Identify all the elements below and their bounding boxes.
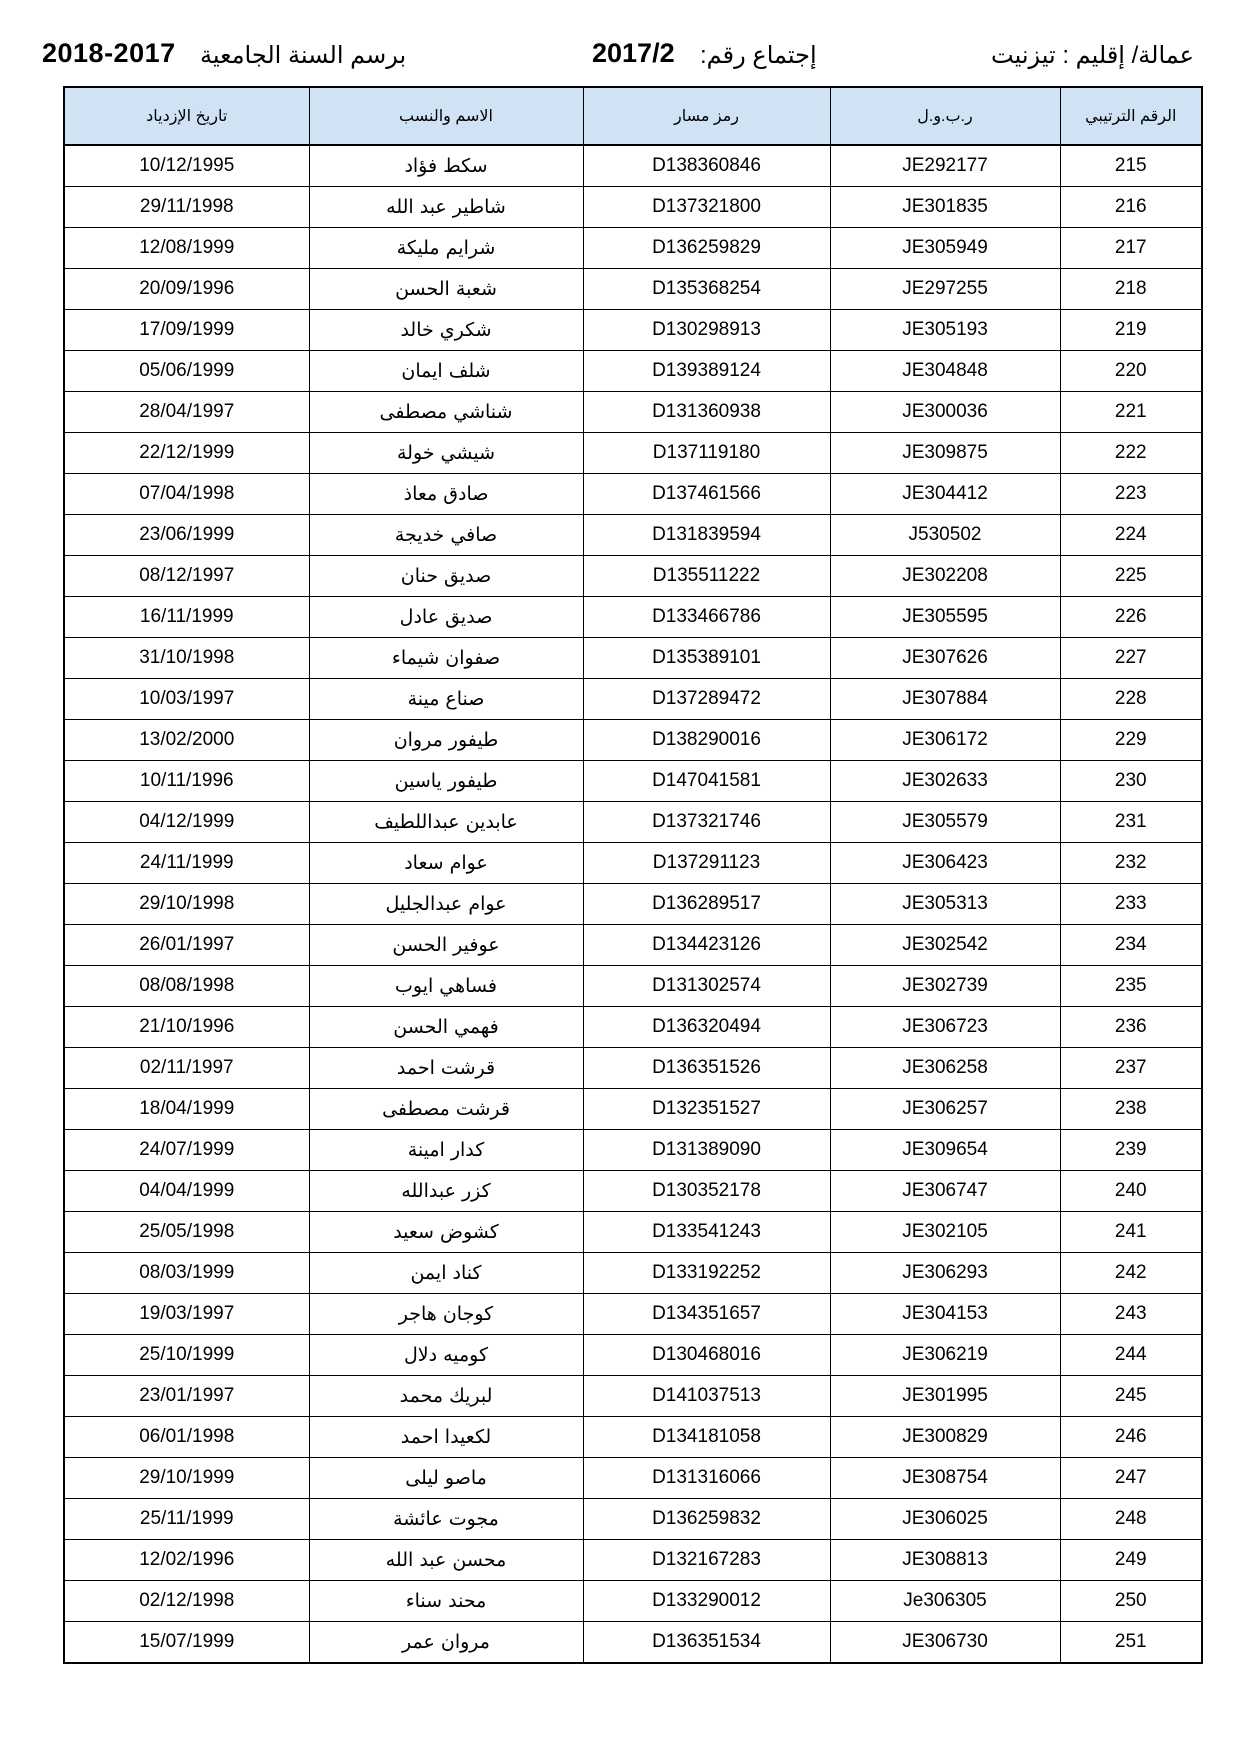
cell-full-name: شرايم مليكة xyxy=(309,228,583,269)
cell-serial-number: 239 xyxy=(1060,1130,1202,1171)
cell-massar-code: D137321800 xyxy=(583,187,830,228)
cell-serial-number: 234 xyxy=(1060,925,1202,966)
cell-cin: JE308813 xyxy=(830,1540,1060,1581)
cell-full-name: صفوان شيماء xyxy=(309,638,583,679)
cell-serial-number: 251 xyxy=(1060,1622,1202,1664)
cell-full-name: سكط فؤاد xyxy=(309,145,583,187)
table-row xyxy=(64,597,1202,638)
cell-massar-code: D147041581 xyxy=(583,761,830,802)
cell-massar-code: D137119180 xyxy=(583,433,830,474)
cell-cin: JE300829 xyxy=(830,1417,1060,1458)
cell-birth-date: 15/07/1999 xyxy=(64,1622,309,1664)
cell-serial-number: 244 xyxy=(1060,1335,1202,1376)
cell-serial-number: 242 xyxy=(1060,1253,1202,1294)
cell-full-name: محسن عبد الله xyxy=(309,1540,583,1581)
table-row xyxy=(64,720,1202,761)
cell-cin: JE306258 xyxy=(830,1048,1060,1089)
table-row xyxy=(64,187,1202,228)
table-row xyxy=(64,966,1202,1007)
cell-birth-date: 07/04/1998 xyxy=(64,474,309,515)
cell-serial-number: 223 xyxy=(1060,474,1202,515)
cell-full-name: شعبة الحسن xyxy=(309,269,583,310)
cell-massar-code: D131839594 xyxy=(583,515,830,556)
cell-serial-number: 249 xyxy=(1060,1540,1202,1581)
cell-massar-code: D135368254 xyxy=(583,269,830,310)
meeting-label: إجتماع رقم: xyxy=(700,42,817,69)
table-row xyxy=(64,1212,1202,1253)
cell-massar-code: D130352178 xyxy=(583,1171,830,1212)
table-row xyxy=(64,556,1202,597)
cell-cin: JE302208 xyxy=(830,556,1060,597)
table-row xyxy=(64,802,1202,843)
cell-massar-code: D136320494 xyxy=(583,1007,830,1048)
cell-full-name: صديق عادل xyxy=(309,597,583,638)
cell-birth-date: 23/01/1997 xyxy=(64,1376,309,1417)
cell-massar-code: D131360938 xyxy=(583,392,830,433)
table-row xyxy=(64,1622,1202,1664)
cell-full-name: كشوض سعيد xyxy=(309,1212,583,1253)
cell-cin: JE307884 xyxy=(830,679,1060,720)
cell-birth-date: 21/10/1996 xyxy=(64,1007,309,1048)
cell-massar-code: D141037513 xyxy=(583,1376,830,1417)
cell-serial-number: 221 xyxy=(1060,392,1202,433)
cell-birth-date: 04/12/1999 xyxy=(64,802,309,843)
cell-birth-date: 29/10/1998 xyxy=(64,884,309,925)
cell-birth-date: 25/11/1999 xyxy=(64,1499,309,1540)
cell-massar-code: D131316066 xyxy=(583,1458,830,1499)
cell-full-name: فهمي الحسن xyxy=(309,1007,583,1048)
cell-cin: JE306219 xyxy=(830,1335,1060,1376)
table-row xyxy=(64,269,1202,310)
cell-cin: JE297255 xyxy=(830,269,1060,310)
cell-birth-date: 26/01/1997 xyxy=(64,925,309,966)
table-row xyxy=(64,1540,1202,1581)
cell-serial-number: 219 xyxy=(1060,310,1202,351)
cell-full-name: لكعيدا احمد xyxy=(309,1417,583,1458)
cell-cin: JE309654 xyxy=(830,1130,1060,1171)
cell-serial-number: 233 xyxy=(1060,884,1202,925)
cell-cin: JE305595 xyxy=(830,597,1060,638)
table-row xyxy=(64,145,1202,187)
cell-cin: JE308754 xyxy=(830,1458,1060,1499)
cell-massar-code: D133290012 xyxy=(583,1581,830,1622)
table-row xyxy=(64,884,1202,925)
table-row xyxy=(64,638,1202,679)
cell-birth-date: 10/03/1997 xyxy=(64,679,309,720)
cell-cin: JE305579 xyxy=(830,802,1060,843)
cell-cin: JE304153 xyxy=(830,1294,1060,1335)
column-header-cin: ر.ب.و.ل xyxy=(830,87,1060,145)
cell-full-name: قرشت احمد xyxy=(309,1048,583,1089)
cell-cin: Je306305 xyxy=(830,1581,1060,1622)
table-row xyxy=(64,392,1202,433)
cell-massar-code: D131302574 xyxy=(583,966,830,1007)
cell-cin: JE306423 xyxy=(830,843,1060,884)
cell-serial-number: 216 xyxy=(1060,187,1202,228)
cell-cin: JE306172 xyxy=(830,720,1060,761)
cell-serial-number: 248 xyxy=(1060,1499,1202,1540)
table-row xyxy=(64,1089,1202,1130)
table-row xyxy=(64,1171,1202,1212)
cell-full-name: صادق معاذ xyxy=(309,474,583,515)
cell-massar-code: D136259829 xyxy=(583,228,830,269)
table-row xyxy=(64,1007,1202,1048)
cell-cin: JE301835 xyxy=(830,187,1060,228)
table-row xyxy=(64,1581,1202,1622)
cell-massar-code: D134181058 xyxy=(583,1417,830,1458)
cell-full-name: قرشت مصطفى xyxy=(309,1089,583,1130)
cell-serial-number: 227 xyxy=(1060,638,1202,679)
table-row xyxy=(64,925,1202,966)
cell-birth-date: 19/03/1997 xyxy=(64,1294,309,1335)
cell-massar-code: D135389101 xyxy=(583,638,830,679)
cell-full-name: كوميه دلال xyxy=(309,1335,583,1376)
cell-serial-number: 222 xyxy=(1060,433,1202,474)
cell-full-name: ماصو ليلى xyxy=(309,1458,583,1499)
cell-massar-code: D133541243 xyxy=(583,1212,830,1253)
cell-serial-number: 241 xyxy=(1060,1212,1202,1253)
cell-birth-date: 02/11/1997 xyxy=(64,1048,309,1089)
table-row xyxy=(64,1294,1202,1335)
cell-cin: JE301995 xyxy=(830,1376,1060,1417)
cell-massar-code: D136351526 xyxy=(583,1048,830,1089)
cell-full-name: شيشي خولة xyxy=(309,433,583,474)
cell-serial-number: 243 xyxy=(1060,1294,1202,1335)
cell-full-name: شكري خالد xyxy=(309,310,583,351)
cell-full-name: صديق حنان xyxy=(309,556,583,597)
cell-massar-code: D136351534 xyxy=(583,1622,830,1664)
table-header-row xyxy=(64,87,1202,145)
cell-cin: JE307626 xyxy=(830,638,1060,679)
cell-full-name: صافي خديجة xyxy=(309,515,583,556)
cell-serial-number: 226 xyxy=(1060,597,1202,638)
table-row xyxy=(64,1335,1202,1376)
cell-full-name: مروان عمر xyxy=(309,1622,583,1664)
cell-birth-date: 10/12/1995 xyxy=(64,145,309,187)
document-header xyxy=(0,38,1240,78)
cell-cin: JE306730 xyxy=(830,1622,1060,1664)
cell-cin: JE306723 xyxy=(830,1007,1060,1048)
cell-serial-number: 246 xyxy=(1060,1417,1202,1458)
cell-birth-date: 22/12/1999 xyxy=(64,433,309,474)
cell-cin: JE306293 xyxy=(830,1253,1060,1294)
cell-serial-number: 240 xyxy=(1060,1171,1202,1212)
table-row xyxy=(64,1130,1202,1171)
cell-birth-date: 13/02/2000 xyxy=(64,720,309,761)
cell-cin: JE304412 xyxy=(830,474,1060,515)
cell-birth-date: 10/11/1996 xyxy=(64,761,309,802)
cell-full-name: لبريك محمد xyxy=(309,1376,583,1417)
cell-birth-date: 08/08/1998 xyxy=(64,966,309,1007)
cell-full-name: مجوت عائشة xyxy=(309,1499,583,1540)
cell-birth-date: 12/08/1999 xyxy=(64,228,309,269)
cell-full-name: فساهي ايوب xyxy=(309,966,583,1007)
cell-full-name: طيفور مروان xyxy=(309,720,583,761)
academic-year-label: برسم السنة الجامعية xyxy=(200,42,407,69)
cell-full-name: كناد ايمن xyxy=(309,1253,583,1294)
cell-massar-code: D136259832 xyxy=(583,1499,830,1540)
cell-cin: JE305949 xyxy=(830,228,1060,269)
cell-serial-number: 225 xyxy=(1060,556,1202,597)
cell-serial-number: 231 xyxy=(1060,802,1202,843)
cell-birth-date: 29/10/1999 xyxy=(64,1458,309,1499)
cell-massar-code: D137461566 xyxy=(583,474,830,515)
cell-full-name: عابدين عبداللطيف xyxy=(309,802,583,843)
cell-cin: JE302633 xyxy=(830,761,1060,802)
cell-massar-code: D130468016 xyxy=(583,1335,830,1376)
cell-massar-code: D136289517 xyxy=(583,884,830,925)
table-row xyxy=(64,1253,1202,1294)
table-row xyxy=(64,515,1202,556)
cell-birth-date: 23/06/1999 xyxy=(64,515,309,556)
cell-full-name: كدار امينة xyxy=(309,1130,583,1171)
cell-cin: JE305313 xyxy=(830,884,1060,925)
cell-birth-date: 24/07/1999 xyxy=(64,1130,309,1171)
table-row xyxy=(64,1048,1202,1089)
cell-massar-code: D133466786 xyxy=(583,597,830,638)
academic-year: 2018-2017 xyxy=(42,38,176,68)
cell-massar-code: D137289472 xyxy=(583,679,830,720)
cell-birth-date: 06/01/1998 xyxy=(64,1417,309,1458)
cell-birth-date: 08/12/1997 xyxy=(64,556,309,597)
cell-serial-number: 237 xyxy=(1060,1048,1202,1089)
cell-massar-code: D132167283 xyxy=(583,1540,830,1581)
cell-full-name: كزر عبدالله xyxy=(309,1171,583,1212)
cell-serial-number: 224 xyxy=(1060,515,1202,556)
cell-massar-code: D132351527 xyxy=(583,1089,830,1130)
cell-full-name: شناشي مصطفى xyxy=(309,392,583,433)
column-header-massar-code: رمز مسار xyxy=(583,87,830,145)
cell-cin: J530502 xyxy=(830,515,1060,556)
cell-birth-date: 25/05/1998 xyxy=(64,1212,309,1253)
column-header-serial-number: الرقم الترتيبي xyxy=(1060,87,1202,145)
cell-birth-date: 18/04/1999 xyxy=(64,1089,309,1130)
cell-massar-code: D134423126 xyxy=(583,925,830,966)
table-row xyxy=(64,761,1202,802)
cell-birth-date: 05/06/1999 xyxy=(64,351,309,392)
table-row xyxy=(64,679,1202,720)
cell-cin: JE304848 xyxy=(830,351,1060,392)
table-row xyxy=(64,310,1202,351)
cell-full-name: كوجان هاجر xyxy=(309,1294,583,1335)
table-row xyxy=(64,474,1202,515)
cell-cin: JE300036 xyxy=(830,392,1060,433)
table-row xyxy=(64,1458,1202,1499)
cell-birth-date: 08/03/1999 xyxy=(64,1253,309,1294)
table-row xyxy=(64,351,1202,392)
cell-birth-date: 29/11/1998 xyxy=(64,187,309,228)
cell-birth-date: 24/11/1999 xyxy=(64,843,309,884)
cell-massar-code: D135511222 xyxy=(583,556,830,597)
table-row xyxy=(64,433,1202,474)
cell-massar-code: D137291123 xyxy=(583,843,830,884)
cell-serial-number: 250 xyxy=(1060,1581,1202,1622)
column-header-birth-date: تاريخ الإزدياد xyxy=(64,87,309,145)
cell-birth-date: 02/12/1998 xyxy=(64,1581,309,1622)
cell-massar-code: D138290016 xyxy=(583,720,830,761)
cell-cin: JE302739 xyxy=(830,966,1060,1007)
province-label: عمالة/ إقليم : تيزنيت xyxy=(991,42,1194,69)
column-header-full-name: الاسم والنسب xyxy=(309,87,583,145)
cell-cin: JE306025 xyxy=(830,1499,1060,1540)
cell-serial-number: 238 xyxy=(1060,1089,1202,1130)
meeting-number: 2017/2 xyxy=(592,38,675,68)
table-row xyxy=(64,1499,1202,1540)
cell-cin: JE292177 xyxy=(830,145,1060,187)
cell-full-name: شلف ايمان xyxy=(309,351,583,392)
cell-full-name: عوام عبدالجليل xyxy=(309,884,583,925)
cell-massar-code: D138360846 xyxy=(583,145,830,187)
cell-serial-number: 215 xyxy=(1060,145,1202,187)
cell-cin: JE306747 xyxy=(830,1171,1060,1212)
table-row xyxy=(64,843,1202,884)
cell-serial-number: 235 xyxy=(1060,966,1202,1007)
cell-serial-number: 247 xyxy=(1060,1458,1202,1499)
cell-serial-number: 230 xyxy=(1060,761,1202,802)
cell-birth-date: 20/09/1996 xyxy=(64,269,309,310)
cell-birth-date: 17/09/1999 xyxy=(64,310,309,351)
cell-cin: JE305193 xyxy=(830,310,1060,351)
cell-birth-date: 12/02/1996 xyxy=(64,1540,309,1581)
cell-birth-date: 25/10/1999 xyxy=(64,1335,309,1376)
cell-serial-number: 236 xyxy=(1060,1007,1202,1048)
cell-full-name: شاطير عبد الله xyxy=(309,187,583,228)
cell-full-name: طيفور ياسين xyxy=(309,761,583,802)
cell-serial-number: 217 xyxy=(1060,228,1202,269)
cell-massar-code: D131389090 xyxy=(583,1130,830,1171)
cell-cin: JE302105 xyxy=(830,1212,1060,1253)
table-row xyxy=(64,1376,1202,1417)
cell-serial-number: 220 xyxy=(1060,351,1202,392)
cell-birth-date: 28/04/1997 xyxy=(64,392,309,433)
cell-serial-number: 245 xyxy=(1060,1376,1202,1417)
cell-full-name: محند سناء xyxy=(309,1581,583,1622)
cell-cin: JE309875 xyxy=(830,433,1060,474)
cell-full-name: عوفير الحسن xyxy=(309,925,583,966)
cell-birth-date: 31/10/1998 xyxy=(64,638,309,679)
cell-birth-date: 04/04/1999 xyxy=(64,1171,309,1212)
cell-cin: JE306257 xyxy=(830,1089,1060,1130)
cell-full-name: عوام سعاد xyxy=(309,843,583,884)
table-row xyxy=(64,228,1202,269)
students-table xyxy=(63,86,1203,1664)
cell-birth-date: 16/11/1999 xyxy=(64,597,309,638)
cell-serial-number: 229 xyxy=(1060,720,1202,761)
cell-massar-code: D133192252 xyxy=(583,1253,830,1294)
table-row xyxy=(64,1417,1202,1458)
cell-massar-code: D134351657 xyxy=(583,1294,830,1335)
cell-serial-number: 232 xyxy=(1060,843,1202,884)
cell-full-name: صناع مينة xyxy=(309,679,583,720)
cell-cin: JE302542 xyxy=(830,925,1060,966)
cell-massar-code: D130298913 xyxy=(583,310,830,351)
cell-serial-number: 218 xyxy=(1060,269,1202,310)
cell-serial-number: 228 xyxy=(1060,679,1202,720)
cell-massar-code: D139389124 xyxy=(583,351,830,392)
cell-massar-code: D137321746 xyxy=(583,802,830,843)
